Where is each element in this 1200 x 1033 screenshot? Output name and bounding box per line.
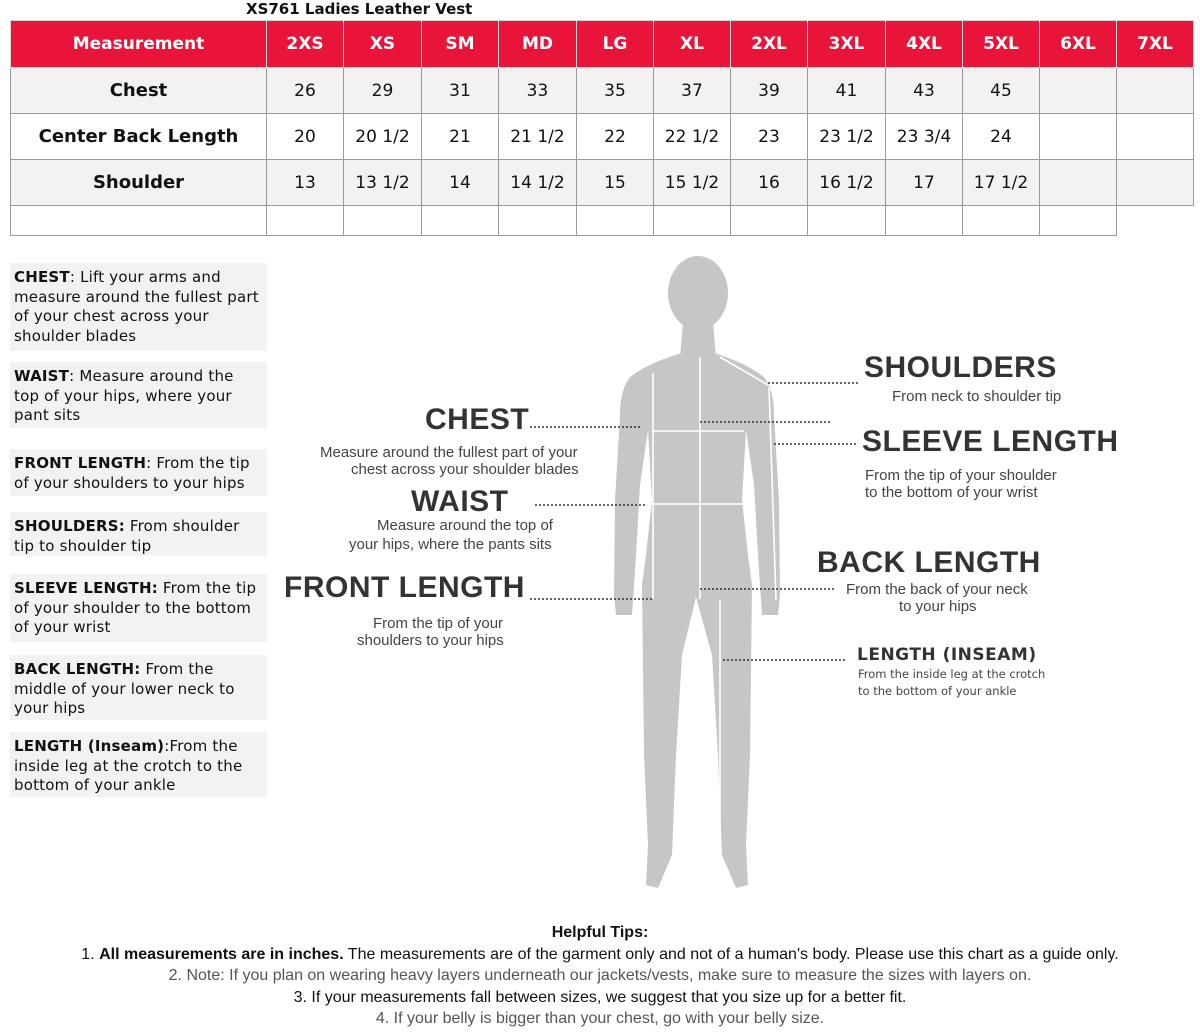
table-cell xyxy=(344,206,422,236)
table-cell: 17 xyxy=(886,160,963,206)
table-cell: 35 xyxy=(577,68,654,114)
definition-text: From the middle of your lower neck to your hips xyxy=(14,660,235,717)
table-cell xyxy=(577,206,654,236)
definition-text: : Measure around the top of your hips, where your pant sits xyxy=(14,367,234,424)
chest-callout-title: CHEST xyxy=(425,403,530,436)
shoulders-callout-line1: From neck to shoulder tip xyxy=(892,388,1062,405)
page-title: XS761 Ladies Leather Vest xyxy=(246,0,473,18)
table-row-empty xyxy=(11,206,1194,236)
table-row-center-back-length xyxy=(11,114,1194,160)
human-silhouette xyxy=(614,256,780,888)
table-cell: 20 xyxy=(267,114,344,160)
header-size: XL xyxy=(654,21,731,68)
table-cell: 20 1/2 xyxy=(344,114,422,160)
tip-3: 3. If your measurements fall between sizes, we suggest that you size up for a better fit. xyxy=(293,988,907,1006)
row-label: Chest xyxy=(11,68,267,114)
definition-front-length xyxy=(10,449,267,496)
table-cell: 14 xyxy=(422,160,499,206)
table-cell xyxy=(11,206,267,236)
table-cell: 33 xyxy=(499,68,577,114)
definition-waist xyxy=(10,362,267,428)
header-size: 2XL xyxy=(731,21,808,68)
row-label: Center Back Length xyxy=(11,114,267,160)
tips-heading: Helpful Tips: xyxy=(551,924,649,941)
chest-callout-line2: chest across your shoulder blades xyxy=(351,461,579,478)
tip-1-number: 1. xyxy=(81,945,100,963)
definition-text: :From the inside leg at the crotch to the bottom of your ankle xyxy=(14,737,243,794)
definition-back-length xyxy=(10,655,267,720)
row-label: Shoulder xyxy=(11,160,267,206)
table-cell: 21 1/2 xyxy=(499,114,577,160)
table-cell: 17 1/2 xyxy=(963,160,1040,206)
tip-1-bold: All measurements are in inches. xyxy=(99,945,344,963)
table-cell: 13 1/2 xyxy=(344,160,422,206)
definition-shoulders xyxy=(10,512,267,556)
inseam-callout-title: LENGTH (INSEAM) xyxy=(857,645,1037,665)
table-cell xyxy=(808,206,886,236)
back-length-callout-title: BACK LENGTH xyxy=(817,546,1041,579)
definition-term: FRONT LENGTH xyxy=(14,454,147,472)
table-cell: 24 xyxy=(963,114,1040,160)
size-chart-table xyxy=(10,20,1194,236)
header-size: 6XL xyxy=(1040,21,1117,68)
tip-1 xyxy=(0,944,1200,966)
header-size: LG xyxy=(577,21,654,68)
header-size: 4XL xyxy=(886,21,963,68)
helpful-tips xyxy=(0,922,1200,1030)
header-size: 7XL xyxy=(1117,21,1194,68)
table-cell xyxy=(499,206,577,236)
table-cell: 13 xyxy=(267,160,344,206)
table-cell xyxy=(1117,206,1194,236)
table-cell xyxy=(1117,160,1194,206)
table-cell: 23 3/4 xyxy=(886,114,963,160)
definition-inseam xyxy=(10,732,267,797)
table-cell: 43 xyxy=(886,68,963,114)
definition-term: CHEST xyxy=(14,268,70,286)
inseam-callout-line2: to the bottom of your ankle xyxy=(858,684,1017,698)
shoulders-callout-title: SHOULDERS xyxy=(864,351,1057,384)
inseam-callout-line1: From the inside leg at the crotch xyxy=(858,667,1046,681)
table-cell xyxy=(422,206,499,236)
table-cell: 14 1/2 xyxy=(499,160,577,206)
header-size: 5XL xyxy=(963,21,1040,68)
table-cell: 41 xyxy=(808,68,886,114)
table-cell xyxy=(1040,206,1117,236)
definition-term: SLEEVE LENGTH: xyxy=(14,579,158,597)
definition-text: From the tip of your shoulder to the bottom of your wrist xyxy=(14,579,257,636)
table-cell xyxy=(1040,114,1117,160)
table-cell: 22 1/2 xyxy=(654,114,731,160)
header-size: XS xyxy=(344,21,422,68)
table-cell: 15 1/2 xyxy=(654,160,731,206)
definition-text: : Lift your arms and measure around the fullest part of your chest across your shoulder blades xyxy=(14,268,259,345)
table-cell: 23 1/2 xyxy=(808,114,886,160)
table-cell: 16 1/2 xyxy=(808,160,886,206)
back-length-callout-line2: to your hips xyxy=(899,598,977,615)
table-cell: 37 xyxy=(654,68,731,114)
definition-chest xyxy=(10,263,267,351)
definition-term: LENGTH (Inseam) xyxy=(14,737,165,755)
table-cell xyxy=(886,206,963,236)
table-row-chest xyxy=(11,68,1194,114)
sleeve-length-callout-line2: to the bottom of your wrist xyxy=(865,484,1038,501)
waist-callout-title: WAIST xyxy=(411,485,509,518)
sleeve-length-callout-line1: From the tip of your shoulder xyxy=(865,467,1057,484)
front-length-callout-line1: From the tip of your xyxy=(373,615,504,632)
table-cell xyxy=(1117,114,1194,160)
table-cell xyxy=(1117,68,1194,114)
tip-4: 4. If your belly is bigger than your chest, go with your belly size. xyxy=(375,1010,825,1027)
waist-callout-line1: Measure around the top of xyxy=(377,517,553,534)
measurement-figure xyxy=(280,255,1180,915)
waist-callout-line2: your hips, where the pants sits xyxy=(349,536,552,553)
tip-2: 2. Note: If you plan on wearing heavy layers underneath our jackets/vests, make sure to measure the sizes with layers on. xyxy=(168,967,1032,984)
tip-1-text: The measurements are of the garment only and not of a human's body. Please use this chart as a guide only. xyxy=(343,945,1119,963)
table-cell: 26 xyxy=(267,68,344,114)
table-cell: 23 xyxy=(731,114,808,160)
header-measurement: Measurement xyxy=(11,21,267,68)
table-cell xyxy=(654,206,731,236)
chest-callout-line1: Measure around the fullest part of your xyxy=(320,444,578,461)
definition-term: SHOULDERS: xyxy=(14,517,125,535)
definition-term: BACK LENGTH: xyxy=(14,660,141,678)
header-size: 3XL xyxy=(808,21,886,68)
table-header-row xyxy=(11,21,1194,68)
front-length-callout-title: FRONT LENGTH xyxy=(284,571,525,604)
table-cell xyxy=(963,206,1040,236)
table-cell: 21 xyxy=(422,114,499,160)
sleeve-length-callout-title: SLEEVE LENGTH xyxy=(862,425,1119,458)
header-size: SM xyxy=(422,21,499,68)
table-cell: 31 xyxy=(422,68,499,114)
table-cell: 22 xyxy=(577,114,654,160)
definition-text: From shoulder tip to shoulder tip xyxy=(14,517,240,555)
definition-sleeve-length xyxy=(10,574,267,642)
header-size: MD xyxy=(499,21,577,68)
table-cell xyxy=(731,206,808,236)
table-cell xyxy=(1040,68,1117,114)
definition-text: : From the tip of your shoulders to your hips xyxy=(14,454,250,492)
table-cell: 45 xyxy=(963,68,1040,114)
back-length-callout-line1: From the back of your neck xyxy=(846,581,1028,598)
table-row-shoulder xyxy=(11,160,1194,206)
table-cell: 16 xyxy=(731,160,808,206)
table-cell xyxy=(1040,160,1117,206)
header-size: 2XS xyxy=(267,21,344,68)
front-length-callout-line2: shoulders to your hips xyxy=(357,632,504,649)
table-cell: 29 xyxy=(344,68,422,114)
table-cell: 39 xyxy=(731,68,808,114)
definition-term: WAIST xyxy=(14,367,70,385)
table-cell: 15 xyxy=(577,160,654,206)
table-cell xyxy=(267,206,344,236)
